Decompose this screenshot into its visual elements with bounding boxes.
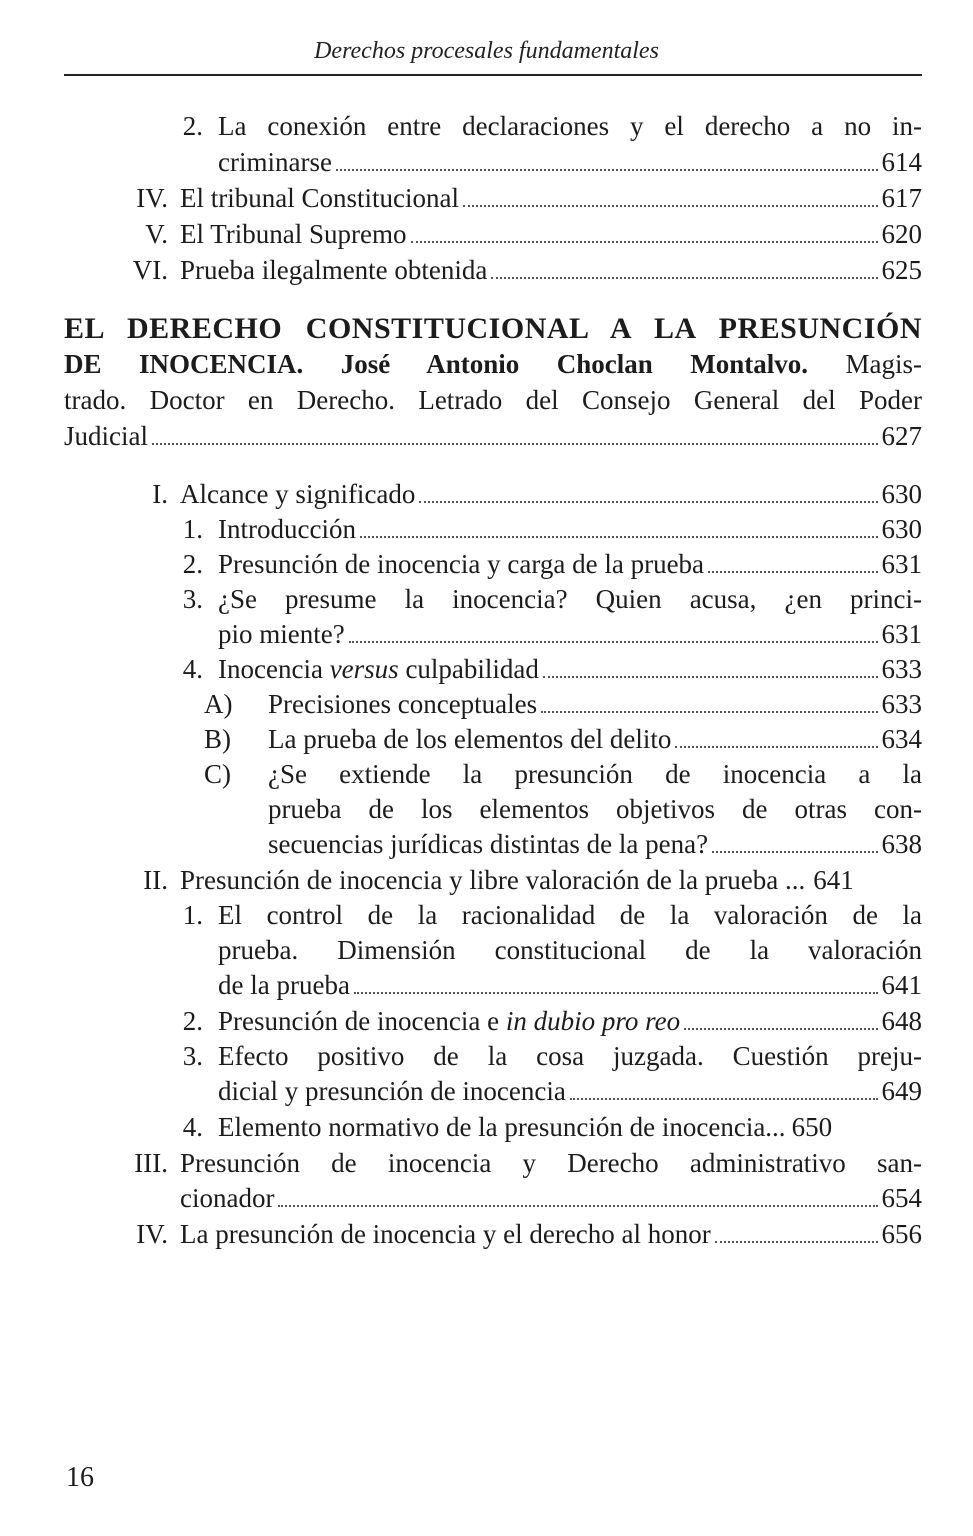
toc-page-number: 620	[881, 219, 922, 249]
toc-entry-1-introduccion	[64, 511, 922, 547]
toc-entry-number: II.	[143, 865, 168, 895]
toc-entry-3-se-presume-cont	[64, 616, 922, 652]
toc-entry-c-se-extiende	[64, 756, 922, 792]
toc-entry-4-elemento-normativo	[64, 1109, 922, 1145]
dot-leader	[712, 851, 877, 853]
toc-entry-3-se-presume	[64, 581, 922, 617]
toc-entry-number: VI.	[132, 255, 168, 285]
toc-entry-2-conexion-cont	[64, 144, 922, 180]
toc-page-number: 631	[881, 549, 922, 579]
dot-leader	[715, 1241, 878, 1243]
toc-entry-number: B)	[204, 724, 231, 754]
dot-leader	[360, 536, 878, 538]
dot-leader	[543, 676, 878, 678]
toc-entry-text: Efecto positivo de la cosa juzgada. Cuestión preju-	[218, 1041, 922, 1071]
toc-entry-number: III.	[134, 1148, 168, 1178]
toc-entry-text: de la prueba	[218, 970, 350, 1000]
dot-leader	[336, 169, 878, 171]
toc-page-number: 650	[791, 1112, 833, 1142]
toc-page-number: 614	[881, 147, 922, 177]
toc-entry-text: Alcance y significado	[180, 479, 416, 509]
toc-entry-text: Presunción de inocencia y Derecho administrativo san-	[180, 1148, 922, 1178]
toc-entry-text: criminarse	[218, 147, 332, 177]
dot-leader	[419, 501, 877, 503]
dot-leader	[463, 205, 878, 207]
toc-entry-text: La presunción de inocencia y el derecho al honor	[180, 1219, 711, 1249]
toc-entry-text: cionador	[180, 1183, 275, 1213]
toc-entry-text: Presunción de inocencia y libre valoración de la prueba ...	[180, 865, 806, 895]
toc-entry-text: pio miente?	[218, 619, 345, 649]
toc-page-number: 638	[881, 829, 922, 859]
toc-page-number: 627	[881, 421, 922, 451]
chapter-author-credentials: Magis-	[845, 349, 923, 379]
toc-entry-number: 4.	[182, 1112, 203, 1142]
toc-entry-number: 4.	[182, 654, 203, 684]
chapter-author-credentials-end	[64, 418, 922, 454]
toc-entry-iv-tribunal-constitucional	[64, 180, 922, 216]
toc-entry-number: IV.	[136, 183, 168, 213]
toc-entry-text: Presunción de inocencia e in dubio pro reo	[218, 1006, 681, 1036]
dot-leader	[708, 571, 877, 573]
toc-entry-vi-prueba-ilegal	[64, 252, 922, 288]
dot-leader	[570, 1098, 878, 1100]
toc-page-number: 634	[881, 724, 922, 754]
toc-page-number: 656	[881, 1219, 922, 1249]
toc-entry-number: I.	[152, 479, 168, 509]
dot-leader	[491, 277, 877, 279]
toc-entry-number: C)	[204, 759, 231, 789]
toc-entry-3-efecto-positivo	[64, 1038, 922, 1074]
toc-page-number: 630	[881, 479, 922, 509]
chapter-title-author	[64, 346, 922, 382]
toc-entry-text: secuencias jurídicas distintas de la pena?	[268, 829, 709, 859]
chapter-author-credentials: Judicial	[64, 421, 148, 451]
toc-entry-number: A)	[204, 689, 233, 719]
toc-entry-c-se-extiende-cont	[64, 791, 922, 827]
toc-entry-text: La prueba de los elementos del delito	[268, 724, 672, 754]
toc-entry-i-alcance	[64, 476, 922, 512]
dot-leader	[675, 746, 877, 748]
toc-entry-v-tribunal-supremo	[64, 216, 922, 252]
dot-leader	[152, 443, 878, 445]
toc-entry-1-control-racionalidad-cont	[64, 932, 922, 968]
toc-entry-text: ¿Se extiende la presunción de inocencia a la	[268, 759, 922, 789]
toc-entry-italic: versus	[329, 654, 399, 684]
toc-entry-1-control-racionalidad-end	[64, 967, 922, 1003]
toc-entry-b-prueba-elementos	[64, 721, 922, 757]
toc-page	[64, 0, 922, 1536]
toc-entry-text: Precisiones conceptuales	[268, 689, 538, 719]
toc-entry-text: dicial y presunción de inocencia	[218, 1076, 566, 1106]
toc-entry-text: Presunción de inocencia y carga de la prueba	[218, 549, 705, 579]
dot-leader	[411, 241, 878, 243]
page-number: 16	[66, 1462, 94, 1493]
toc-page-number: 625	[881, 255, 922, 285]
toc-page-number: 641	[881, 970, 922, 1000]
toc-entry-c-se-extiende-end	[64, 826, 922, 862]
toc-entry-number: 1.	[182, 514, 203, 544]
toc-entry-iii-derecho-administrativo-cont	[64, 1180, 922, 1216]
chapter-title-author-bold: DE INOCENCIA. José Antonio Choclan Montalvo.	[64, 349, 809, 379]
toc-entry-text: El tribunal Constitucional	[180, 183, 459, 213]
toc-entry-2-in-dubio	[64, 1003, 922, 1039]
toc-page-number: 648	[881, 1006, 922, 1036]
toc-entry-2-carga-prueba	[64, 546, 922, 582]
toc-page-number: 641	[813, 865, 854, 895]
toc-entry-number: V.	[145, 219, 168, 249]
toc-entry-text: El Tribunal Supremo	[180, 219, 407, 249]
toc-entry-text: prueba. Dimensión constitucional de la valoración	[218, 935, 922, 965]
toc-entry-text: prueba de los elementos objetivos de otras con-	[268, 794, 922, 824]
dot-leader	[278, 1205, 877, 1207]
toc-entry-text: Prueba ilegalmente obtenida	[180, 255, 488, 285]
toc-entry-number: 1.	[182, 900, 203, 930]
toc-entry-2-conexion	[64, 108, 922, 144]
toc-page-number: 617	[881, 183, 922, 213]
toc-entry-number: IV.	[136, 1219, 168, 1249]
toc-entry-ii-libre-valoracion	[64, 862, 922, 898]
toc-entry-text: Inocencia versus culpabilidad	[218, 654, 539, 684]
dot-leader	[541, 711, 877, 713]
toc-entry-4-inocencia-versus	[64, 651, 922, 687]
running-header: Derechos procesales fundamentales	[314, 38, 659, 64]
toc-entry-number: 2.	[182, 111, 203, 141]
toc-entry-iii-derecho-administrativo	[64, 1145, 922, 1181]
toc-entry-3-efecto-positivo-cont	[64, 1073, 922, 1109]
toc-entry-iv-derecho-honor	[64, 1216, 922, 1252]
toc-page-number: 649	[881, 1076, 922, 1106]
toc-entry-text: ¿Se presume la inocencia? Quien acusa, ¿en princi-	[218, 584, 922, 614]
toc-page-number: 633	[881, 654, 922, 684]
toc-entry-text: El control de la racionalidad de la valoración de la	[218, 900, 922, 930]
dot-leader	[354, 992, 878, 994]
toc-page-number: 631	[881, 619, 922, 649]
toc-entry-number: 3.	[182, 584, 203, 614]
toc-page-number: 630	[881, 514, 922, 544]
toc-page-number: 654	[881, 1183, 922, 1213]
toc-entry-text: Elemento normativo de la presunción de inocencia...	[218, 1112, 786, 1142]
toc-entry-number: 3.	[182, 1041, 203, 1071]
toc-page-number: 633	[881, 689, 922, 719]
toc-entry-number: 2.	[182, 549, 203, 579]
toc-entry-number: 2.	[182, 1006, 203, 1036]
chapter-author-credentials-line: trado. Doctor en Derecho. Letrado del Consejo General del Poder	[64, 385, 922, 415]
dot-leader	[684, 1028, 877, 1030]
dot-leader	[349, 641, 878, 643]
toc-entry-a-precisiones	[64, 686, 922, 722]
toc-entry-text: Introducción	[218, 514, 356, 544]
toc-entry-1-control-racionalidad	[64, 897, 922, 933]
toc-entry-italic: in dubio pro reo	[505, 1006, 681, 1036]
chapter-title: EL DERECHO CONSTITUCIONAL A LA PRESUNCIÓN	[64, 312, 922, 345]
toc-entry-text: La conexión entre declaraciones y el derecho a no in-	[218, 111, 922, 141]
